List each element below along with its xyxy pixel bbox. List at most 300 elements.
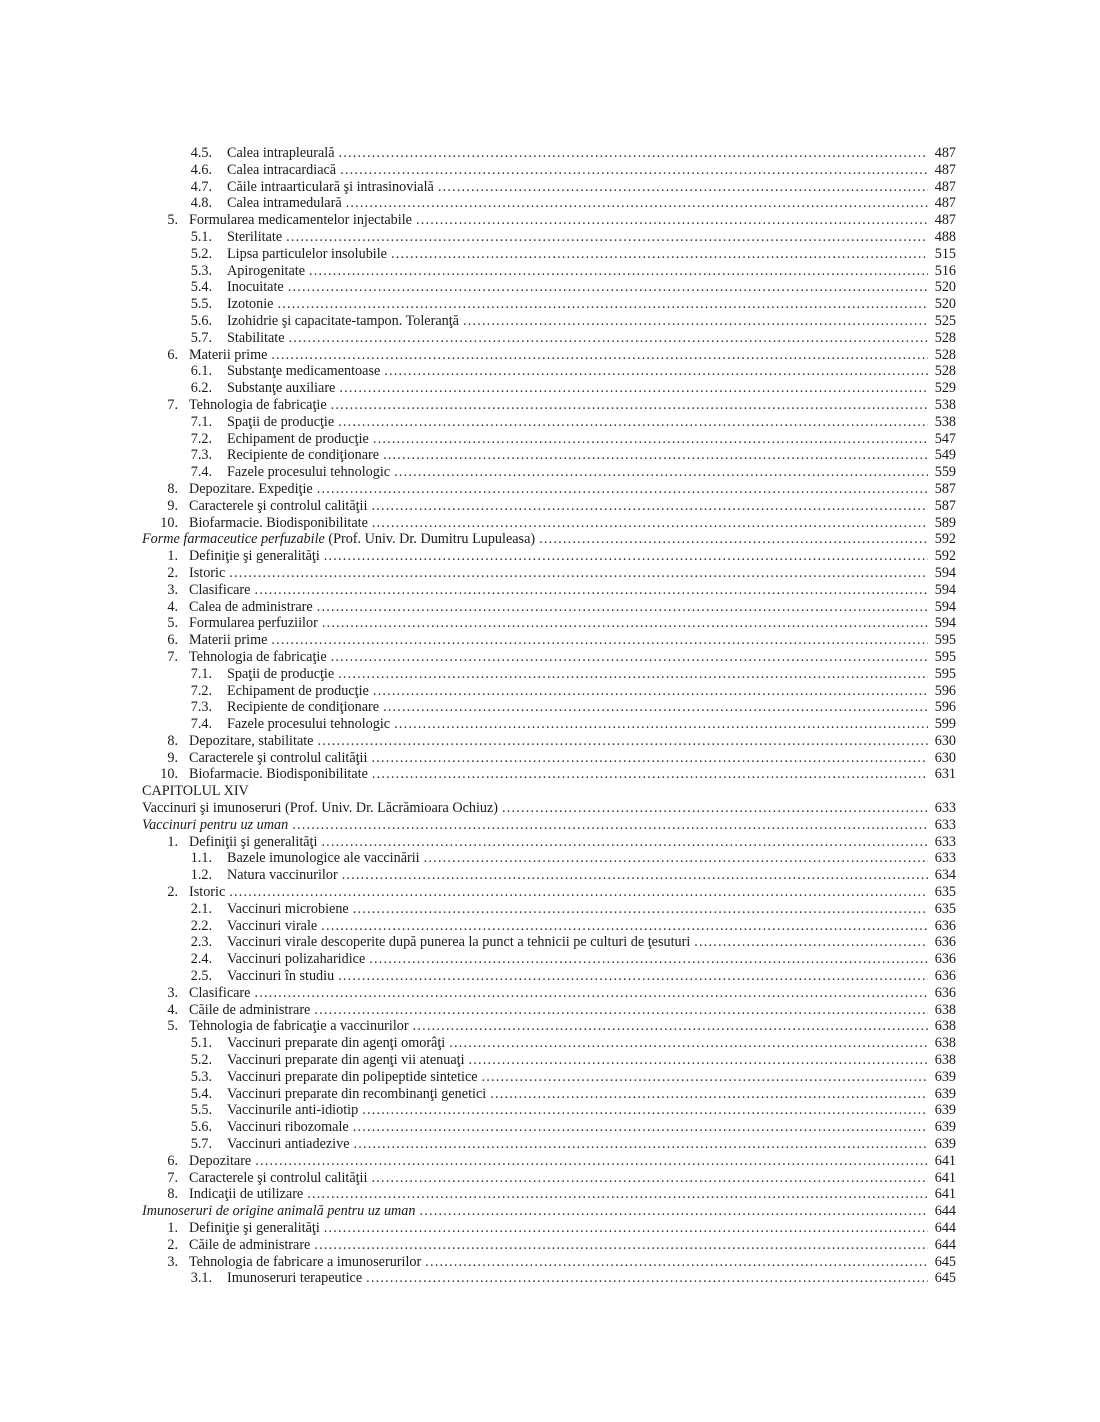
toc-entry-title: Spaţii de producţie bbox=[227, 665, 335, 682]
dot-leader bbox=[372, 515, 928, 532]
dot-leader bbox=[324, 548, 928, 565]
toc-entry-title: Vaccinuri preparate din agenţi vii atenuaţi bbox=[227, 1052, 465, 1069]
toc-entry bbox=[142, 1203, 956, 1220]
toc-entry bbox=[142, 447, 956, 464]
toc-entry-title: Fazele procesului tehnologic bbox=[227, 716, 391, 733]
toc-entry-title: Vaccinuri preparate din recombinanţi genetici bbox=[227, 1085, 487, 1102]
dot-leader bbox=[255, 1153, 928, 1170]
toc-entry bbox=[142, 968, 956, 985]
toc-entry-number: 2. bbox=[167, 1236, 178, 1253]
toc-entry-title: Biofarmacie. Biodisponibilitate bbox=[189, 766, 368, 783]
dot-leader bbox=[321, 834, 928, 851]
toc-entry-page: 645 bbox=[934, 1270, 956, 1287]
toc-entry bbox=[142, 330, 956, 347]
toc-entry bbox=[142, 1086, 956, 1103]
dot-leader bbox=[317, 481, 928, 498]
toc-entry bbox=[142, 565, 956, 582]
toc-entry-title: Caracterele şi controlul calităţii bbox=[189, 749, 368, 766]
toc-entry-page: 487 bbox=[934, 161, 956, 178]
toc-entry-page: 630 bbox=[934, 749, 956, 766]
toc-entry-title: Clasificare bbox=[189, 984, 251, 1001]
toc-entry-number: 5. bbox=[167, 1018, 178, 1035]
toc-entry-page: 644 bbox=[934, 1236, 956, 1253]
toc-entry bbox=[142, 548, 956, 565]
toc-entry-title: Imunoseruri de origine animală pentru uz uman bbox=[142, 1203, 416, 1220]
dot-leader bbox=[307, 1186, 928, 1203]
toc-entry-number: 7.2. bbox=[190, 430, 212, 447]
dot-leader bbox=[413, 1018, 928, 1035]
toc-entry-page: 639 bbox=[934, 1102, 956, 1119]
dot-leader bbox=[371, 1170, 928, 1187]
toc-entry-title: Vaccinuri antiadezive bbox=[227, 1136, 350, 1153]
dot-leader bbox=[469, 1052, 928, 1069]
toc-entry-title: Biofarmacie. Biodisponibilitate bbox=[189, 514, 368, 531]
dot-leader bbox=[342, 867, 928, 884]
toc-entry bbox=[142, 1136, 956, 1153]
toc-entry-number: 5.7. bbox=[190, 329, 212, 346]
dot-leader bbox=[383, 447, 928, 464]
toc-entry-page: 594 bbox=[934, 615, 956, 632]
toc-entry-page: 638 bbox=[934, 1018, 956, 1035]
toc-entry-page: 487 bbox=[934, 212, 956, 229]
toc-entry bbox=[142, 632, 956, 649]
dot-leader bbox=[271, 632, 928, 649]
dot-leader bbox=[317, 733, 928, 750]
toc-entry-page: 529 bbox=[934, 380, 956, 397]
toc-entry bbox=[142, 380, 956, 397]
dot-leader bbox=[502, 800, 928, 817]
toc-entry-page: 641 bbox=[934, 1186, 956, 1203]
dot-leader bbox=[229, 884, 928, 901]
toc-entry-title: Materii prime bbox=[189, 632, 268, 649]
toc-entry-title: Echipament de producţie bbox=[227, 682, 369, 699]
toc-entry-title: Istoric bbox=[189, 884, 226, 901]
toc-entry-number: 6.2. bbox=[190, 380, 212, 397]
toc-entry-title: Echipament de producţie bbox=[227, 430, 369, 447]
toc-entry-number: 9. bbox=[167, 497, 178, 514]
toc-entry-title: Calea de administrare bbox=[189, 598, 313, 615]
dot-leader bbox=[254, 985, 928, 1002]
dot-leader bbox=[449, 1035, 928, 1052]
toc-entry-title: Spaţii de producţie bbox=[227, 413, 335, 430]
dot-leader bbox=[539, 531, 928, 548]
toc-entry-number: 7.1. bbox=[190, 665, 212, 682]
dot-leader bbox=[371, 750, 928, 767]
toc-entry-page: 592 bbox=[934, 531, 956, 548]
toc-entry-page: 630 bbox=[934, 732, 956, 749]
dot-leader bbox=[309, 263, 928, 280]
toc-entry-page: 596 bbox=[934, 682, 956, 699]
toc-entry-title: Clasificare bbox=[189, 581, 251, 598]
dot-leader bbox=[416, 212, 928, 229]
toc-entry-number: 5.4. bbox=[190, 1085, 212, 1102]
toc-entry-number: 6. bbox=[167, 1152, 178, 1169]
dot-leader bbox=[438, 179, 928, 196]
toc-entry-title: Depozitare bbox=[189, 1152, 252, 1169]
toc-entry-title: Definiţie şi generalităţi bbox=[189, 1220, 320, 1236]
toc-entry bbox=[142, 145, 956, 162]
toc-entry-number: 2.1. bbox=[190, 900, 212, 917]
toc-entry-number: 1. bbox=[167, 833, 178, 850]
dot-leader bbox=[324, 1220, 928, 1237]
toc-entry bbox=[142, 515, 956, 532]
toc-entry-title: Definiţii şi generalităţi bbox=[189, 833, 318, 850]
toc-entry-number: 8. bbox=[167, 480, 178, 497]
dot-leader bbox=[338, 414, 928, 431]
dot-leader bbox=[694, 934, 928, 951]
toc-entry-title: Depozitare. Expediţie bbox=[189, 480, 313, 497]
toc-entry-number: 8. bbox=[167, 732, 178, 749]
toc-entry bbox=[142, 716, 956, 733]
toc-entry-title: Tehnologia de fabricaţie bbox=[189, 648, 327, 665]
toc-entry-title: Caracterele şi controlul calităţii bbox=[189, 1169, 368, 1186]
toc-entry bbox=[142, 296, 956, 313]
toc-entry-number: 5.1. bbox=[190, 1035, 212, 1052]
toc-entry bbox=[142, 582, 956, 599]
toc-entry-number: 4. bbox=[167, 1001, 178, 1018]
toc-entry-number: 6. bbox=[167, 346, 178, 363]
toc-entry-number: 5.3. bbox=[190, 1068, 212, 1085]
dot-leader bbox=[371, 498, 928, 515]
toc-entry bbox=[142, 1237, 956, 1254]
toc-entry-page: 633 bbox=[934, 833, 956, 850]
dot-leader bbox=[373, 683, 928, 700]
dot-leader bbox=[383, 699, 928, 716]
toc-entry-page: 636 bbox=[934, 984, 956, 1001]
dot-leader bbox=[338, 666, 928, 683]
dot-leader bbox=[229, 565, 928, 582]
toc-entry-number: 1.2. bbox=[190, 867, 212, 884]
toc-entry-title: Imunoseruri terapeutice bbox=[227, 1270, 363, 1287]
toc-entry-page: 595 bbox=[934, 632, 956, 649]
dot-leader bbox=[322, 615, 928, 632]
toc-entry-title: Tehnologia de fabricaţie bbox=[189, 396, 327, 413]
toc-entry bbox=[142, 229, 956, 246]
toc-entry-title: Sterilitate bbox=[227, 228, 283, 245]
toc-entry-number: 7.4. bbox=[190, 716, 212, 733]
toc-entry bbox=[142, 1052, 956, 1069]
toc-entry-page: 538 bbox=[934, 396, 956, 413]
toc-entry-number: 7. bbox=[167, 648, 178, 665]
toc-entry-title: Formularea perfuziilor bbox=[189, 615, 318, 632]
toc-entry-page: 587 bbox=[934, 497, 956, 514]
toc-entry bbox=[142, 1170, 956, 1187]
toc-entry-number: 2. bbox=[167, 884, 178, 901]
dot-leader bbox=[331, 649, 928, 666]
toc-entry bbox=[142, 1035, 956, 1052]
toc-entry-title: Recipiente de condiţionare bbox=[227, 447, 380, 464]
toc-entry-number: 2.3. bbox=[190, 934, 212, 951]
toc-entry-number: 7.2. bbox=[190, 682, 212, 699]
dot-leader bbox=[391, 246, 928, 263]
toc-entry bbox=[142, 683, 956, 700]
toc-entry-number: 10. bbox=[160, 766, 178, 783]
toc-entry-page: 638 bbox=[934, 1052, 956, 1069]
toc-entry bbox=[142, 1102, 956, 1119]
toc-entry-title: Bazele imunologice ale vaccinării bbox=[227, 850, 420, 867]
toc-entry-title: Vaccinuri virale bbox=[227, 917, 318, 934]
toc-entry-page: 631 bbox=[934, 766, 956, 783]
toc-entry-title: Lipsa particulelor insolubile bbox=[227, 245, 387, 262]
toc-entry-number: 5.2. bbox=[190, 245, 212, 262]
toc-entry bbox=[142, 363, 956, 380]
toc-entry-number: 3. bbox=[167, 1253, 178, 1270]
toc-entry-title: Substanţe medicamentoase bbox=[227, 363, 381, 380]
toc-entry bbox=[142, 531, 956, 548]
toc-entry bbox=[142, 834, 956, 851]
table-of-contents bbox=[142, 145, 956, 1287]
toc-entry bbox=[142, 1254, 956, 1271]
dot-leader bbox=[286, 229, 928, 246]
dot-leader bbox=[321, 918, 928, 935]
toc-entry-page: 645 bbox=[934, 1253, 956, 1270]
toc-entry-title: Vaccinurile anti-idiotip bbox=[227, 1102, 359, 1119]
toc-entry-title: Materii prime bbox=[189, 346, 268, 363]
toc-entry-page: 638 bbox=[934, 1001, 956, 1018]
dot-leader bbox=[353, 1119, 928, 1136]
toc-entry bbox=[142, 699, 956, 716]
dot-leader bbox=[353, 901, 928, 918]
dot-leader bbox=[463, 313, 928, 330]
toc-entry-page: 639 bbox=[934, 1085, 956, 1102]
toc-entry bbox=[142, 867, 956, 884]
toc-entry-page: 596 bbox=[934, 699, 956, 716]
dot-leader bbox=[254, 582, 928, 599]
toc-entry-page: 594 bbox=[934, 598, 956, 615]
toc-entry bbox=[142, 1153, 956, 1170]
toc-entry bbox=[142, 599, 956, 616]
dot-leader bbox=[372, 766, 928, 783]
toc-entry-title: Definiţie şi generalităţi bbox=[189, 548, 320, 565]
dot-leader bbox=[346, 195, 928, 212]
toc-entry-title: Tehnologia de fabricare a imunoserurilor bbox=[189, 1253, 422, 1270]
toc-entry-title: Formularea medicamentelor injectabile bbox=[189, 212, 412, 229]
toc-entry bbox=[142, 985, 956, 1002]
dot-leader bbox=[292, 817, 928, 834]
toc-entry bbox=[142, 1186, 956, 1203]
toc-entry bbox=[142, 195, 956, 212]
toc-entry-page: 599 bbox=[934, 716, 956, 733]
toc-entry-page: 641 bbox=[934, 1152, 956, 1169]
toc-entry-number: 4.8. bbox=[190, 195, 212, 212]
toc-entry-page: 549 bbox=[934, 447, 956, 464]
dot-leader bbox=[424, 850, 928, 867]
toc-entry-title: Tehnologia de fabricaţie a vaccinurilor bbox=[189, 1018, 409, 1035]
dot-leader bbox=[339, 145, 928, 162]
toc-entry-page: 633 bbox=[934, 850, 956, 867]
toc-entry-title: Vaccinuri microbiene bbox=[227, 900, 349, 917]
toc-entry-page: 516 bbox=[934, 262, 956, 279]
toc-entry-number: 7.3. bbox=[190, 699, 212, 716]
dot-leader bbox=[317, 599, 928, 616]
toc-entry-title: Căile de administrare bbox=[189, 1001, 311, 1018]
toc-entry-title: Istoric bbox=[189, 564, 226, 581]
toc-entry-page: 595 bbox=[934, 648, 956, 665]
toc-entry bbox=[142, 884, 956, 901]
toc-entry bbox=[142, 800, 956, 817]
toc-entry-number: 5. bbox=[167, 212, 178, 229]
toc-entry-title: Vaccinuri şi imunoseruri (Prof. Univ. Dr. Lăcrămioara Ochiuz) bbox=[142, 800, 499, 817]
toc-entry-number: 5.4. bbox=[190, 279, 212, 296]
toc-entry-number: 4.6. bbox=[190, 161, 212, 178]
toc-entry-number: 5.6. bbox=[190, 1119, 212, 1136]
toc-entry bbox=[142, 649, 956, 666]
toc-entry bbox=[142, 1220, 956, 1237]
toc-entry-page: 515 bbox=[934, 245, 956, 262]
dot-leader bbox=[366, 1270, 928, 1287]
toc-entry-title: Vaccinuri în studiu bbox=[227, 968, 335, 985]
toc-entry-number: 5.1. bbox=[190, 228, 212, 245]
toc-entry bbox=[142, 212, 956, 229]
toc-entry-number: 1.1. bbox=[190, 850, 212, 867]
toc-entry bbox=[142, 1270, 956, 1287]
toc-entry-title: Substanţe auxiliare bbox=[227, 380, 336, 397]
toc-entry-title: Vaccinuri ribozomale bbox=[227, 1119, 349, 1136]
dot-leader bbox=[314, 1237, 928, 1254]
toc-entry-title: Forme farmaceutice perfuzabile (Prof. Univ. Dr. Dumitru Lupuleasa) bbox=[142, 531, 536, 548]
toc-entry-page: 635 bbox=[934, 884, 956, 901]
toc-entry-title: Depozitare, stabilitate bbox=[189, 732, 314, 749]
toc-entry-title: Vaccinuri preparate din agenţi omorâţi bbox=[227, 1035, 446, 1052]
toc-entry-number: 3. bbox=[167, 984, 178, 1001]
toc-entry-page: 636 bbox=[934, 951, 956, 968]
toc-entry-page: 636 bbox=[934, 934, 956, 951]
toc-entry-title: Recipiente de condiţionare bbox=[227, 699, 380, 716]
toc-entry bbox=[142, 783, 956, 800]
toc-entry-title: Apirogenitate bbox=[227, 262, 306, 279]
toc-entry-title: Căile de administrare bbox=[189, 1236, 311, 1253]
toc-entry-title: Vaccinuri virale descoperite după punerea la punct a tehnicii pe culturi de ţesuturi bbox=[227, 934, 691, 951]
toc-entry bbox=[142, 750, 956, 767]
toc-entry-number: 7. bbox=[167, 396, 178, 413]
toc-entry-number: 2.4. bbox=[190, 951, 212, 968]
toc-entry-page: 639 bbox=[934, 1068, 956, 1085]
toc-entry-page: 636 bbox=[934, 968, 956, 985]
toc-entry-title: Vaccinuri preparate din polipeptide sintetice bbox=[227, 1068, 478, 1085]
toc-entry-page: 639 bbox=[934, 1119, 956, 1136]
chapter-heading: CAPITOLUL XIV bbox=[142, 783, 249, 800]
dot-leader bbox=[373, 431, 928, 448]
toc-entry-title: Căile intraarticulară şi intrasinovială bbox=[227, 178, 434, 195]
toc-entry-page: 644 bbox=[934, 1203, 956, 1220]
dot-leader bbox=[354, 1136, 929, 1153]
dot-leader bbox=[289, 330, 928, 347]
toc-entry-number: 3.1. bbox=[190, 1270, 212, 1287]
toc-entry-number: 6. bbox=[167, 632, 178, 649]
toc-entry bbox=[142, 162, 956, 179]
toc-entry-title: Calea intrapleurală bbox=[227, 145, 335, 161]
toc-entry bbox=[142, 179, 956, 196]
toc-entry-title: Izotonie bbox=[227, 296, 274, 313]
toc-entry-page: 633 bbox=[934, 800, 956, 817]
toc-entry-page: 547 bbox=[934, 430, 956, 447]
toc-entry bbox=[142, 279, 956, 296]
toc-entry-number: 5.7. bbox=[190, 1136, 212, 1153]
toc-entry-page: 559 bbox=[934, 464, 956, 481]
toc-entry bbox=[142, 498, 956, 515]
toc-entry-number: 1. bbox=[167, 1220, 178, 1236]
toc-entry-page: 594 bbox=[934, 581, 956, 598]
toc-entry-number: 4.5. bbox=[190, 145, 212, 161]
toc-entry bbox=[142, 901, 956, 918]
toc-entry-page: 595 bbox=[934, 665, 956, 682]
toc-entry bbox=[142, 414, 956, 431]
dot-leader bbox=[331, 397, 928, 414]
dot-leader bbox=[394, 464, 928, 481]
dot-leader bbox=[271, 347, 928, 364]
toc-entry-author: (Prof. Univ. Dr. Dumitru Lupuleasa) bbox=[324, 531, 536, 548]
toc-entry-page: 525 bbox=[934, 312, 956, 329]
toc-entry-number: 4. bbox=[167, 598, 178, 615]
dot-leader bbox=[339, 380, 928, 397]
toc-entry-page: 636 bbox=[934, 917, 956, 934]
toc-entry-number: 5.3. bbox=[190, 262, 212, 279]
toc-entry bbox=[142, 1002, 956, 1019]
toc-entry-title: Indicaţii de utilizare bbox=[189, 1186, 304, 1203]
toc-entry-page: 528 bbox=[934, 363, 956, 380]
toc-entry-number: 2.2. bbox=[190, 917, 212, 934]
dot-leader bbox=[338, 968, 928, 985]
toc-entry-page: 639 bbox=[934, 1136, 956, 1153]
toc-entry bbox=[142, 246, 956, 263]
toc-entry-title: Natura vaccinurilor bbox=[227, 867, 338, 884]
dot-leader bbox=[425, 1254, 928, 1271]
toc-entry-page: 487 bbox=[934, 195, 956, 212]
toc-entry-number: 5.2. bbox=[190, 1052, 212, 1069]
toc-entry-number: 7.4. bbox=[190, 464, 212, 481]
toc-entry bbox=[142, 817, 956, 834]
toc-entry bbox=[142, 766, 956, 783]
toc-entry-page: 488 bbox=[934, 228, 956, 245]
toc-entry-page: 487 bbox=[934, 145, 956, 161]
toc-entry-page: 644 bbox=[934, 1220, 956, 1236]
toc-entry-number: 4.7. bbox=[190, 178, 212, 195]
toc-entry-number: 7.3. bbox=[190, 447, 212, 464]
toc-entry bbox=[142, 1018, 956, 1035]
toc-entry-number: 1. bbox=[167, 548, 178, 565]
toc-entry bbox=[142, 1119, 956, 1136]
toc-entry-number: 7.1. bbox=[190, 413, 212, 430]
toc-entry bbox=[142, 666, 956, 683]
toc-entry-page: 538 bbox=[934, 413, 956, 430]
toc-entry-number: 5.5. bbox=[190, 296, 212, 313]
toc-entry bbox=[142, 313, 956, 330]
toc-entry-page: 520 bbox=[934, 279, 956, 296]
toc-entry bbox=[142, 733, 956, 750]
dot-leader bbox=[314, 1002, 928, 1019]
toc-entry-number: 7. bbox=[167, 1169, 178, 1186]
toc-entry bbox=[142, 918, 956, 935]
dot-leader bbox=[288, 279, 928, 296]
toc-entry-title: Calea intramedulară bbox=[227, 195, 342, 212]
toc-entry-page: 528 bbox=[934, 346, 956, 363]
toc-entry-page: 487 bbox=[934, 178, 956, 195]
toc-entry bbox=[142, 431, 956, 448]
toc-entry-number: 2. bbox=[167, 564, 178, 581]
toc-entry bbox=[142, 263, 956, 280]
toc-entry-title: Fazele procesului tehnologic bbox=[227, 464, 391, 481]
toc-entry-page: 528 bbox=[934, 329, 956, 346]
toc-entry bbox=[142, 951, 956, 968]
toc-entry-title: Izohidrie şi capacitate-tampon. Toleranţă bbox=[227, 312, 459, 329]
toc-entry bbox=[142, 1069, 956, 1086]
toc-entry-number: 5.5. bbox=[190, 1102, 212, 1119]
toc-entry bbox=[142, 347, 956, 364]
toc-entry bbox=[142, 464, 956, 481]
dot-leader bbox=[384, 363, 928, 380]
toc-entry-title: Inocuitate bbox=[227, 279, 284, 296]
toc-entry-title: Caracterele şi controlul calităţii bbox=[189, 497, 368, 514]
